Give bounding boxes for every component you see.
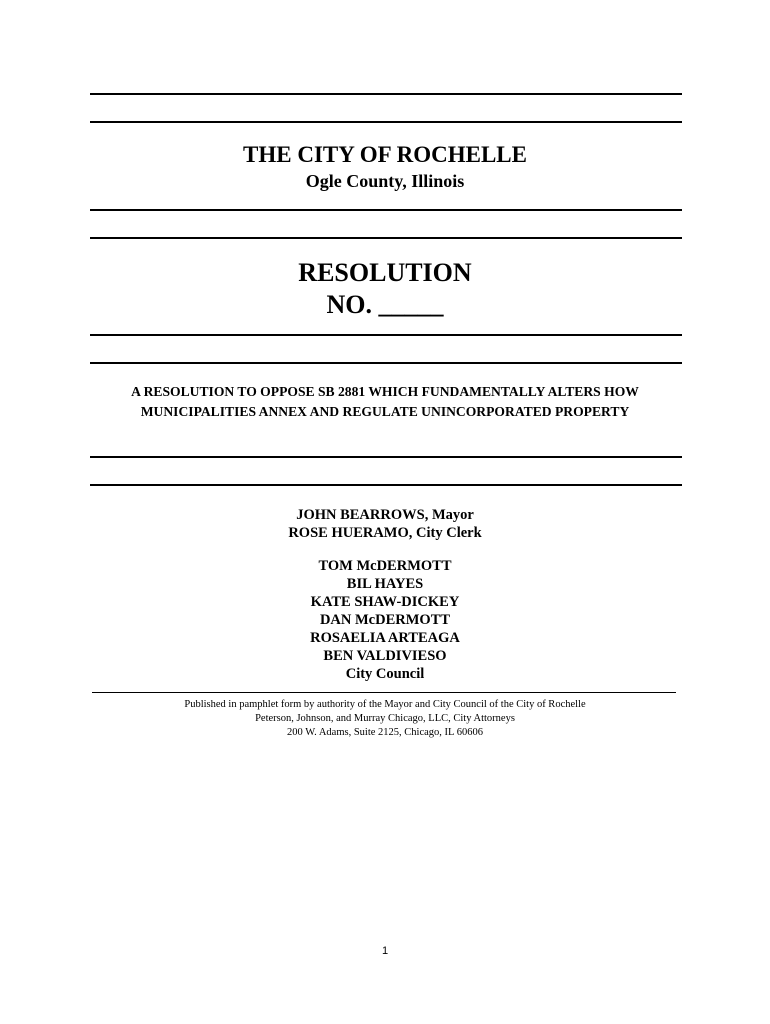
council-member: KATE SHAW-DICKEY xyxy=(310,594,460,610)
publication-line-1: Published in pamphlet form by authority of the Mayor and City Council of the City of Rochelle xyxy=(184,699,586,710)
page-number: 1 xyxy=(381,945,389,957)
council-member: TOM McDERMOTT xyxy=(318,558,452,574)
council-member: DAN McDERMOTT xyxy=(319,612,451,628)
council-member: BEN VALDIVIESO xyxy=(323,648,447,664)
resolution-number: NO. _____ xyxy=(326,290,444,319)
publication-divider xyxy=(92,692,676,693)
council-member: BIL HAYES xyxy=(346,576,424,592)
resolution-rule-1 xyxy=(90,334,682,336)
resolution-label: RESOLUTION xyxy=(298,258,472,287)
caption-line-1: A RESOLUTION TO OPPOSE SB 2881 WHICH FUNDAMENTALLY ALTERS HOW xyxy=(131,384,639,399)
city-council-label: City Council xyxy=(345,666,425,682)
resolution-caption xyxy=(85,382,685,422)
publication-line-2: Peterson, Johnson, and Murray Chicago, LLC, City Attorneys xyxy=(255,713,515,724)
resolution-rule-2 xyxy=(90,362,682,364)
clerk-line: ROSE HUERAMO, City Clerk xyxy=(288,525,482,541)
caption-rule-2 xyxy=(90,484,682,486)
caption-line-2: MUNICIPALITIES ANNEX AND REGULATE UNINCORPORATED PROPERTY xyxy=(140,404,630,419)
top-rule-2 xyxy=(90,121,682,123)
county-line: Ogle County, Illinois xyxy=(305,171,465,191)
council-member: ROSAELIA ARTEAGA xyxy=(310,630,460,646)
mayor-line: JOHN BEARROWS, Mayor xyxy=(296,507,474,523)
publication-line-3: 200 W. Adams, Suite 2125, Chicago, IL 60606 xyxy=(287,727,483,738)
header-rule-2 xyxy=(90,237,682,239)
top-rule-1 xyxy=(90,93,682,95)
caption-rule-1 xyxy=(90,456,682,458)
header-rule-1 xyxy=(90,209,682,211)
city-title: THE CITY OF ROCHELLE xyxy=(243,142,527,167)
